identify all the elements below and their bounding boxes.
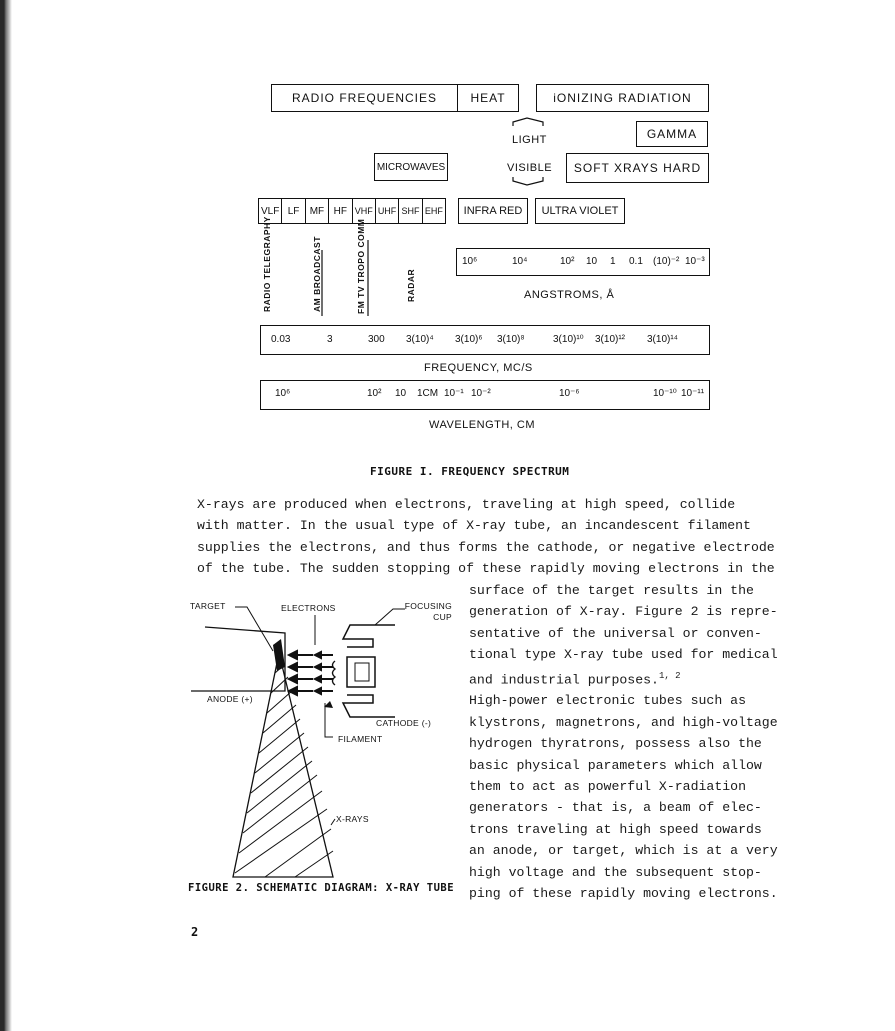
body-line: them to act as powerful X-radiation (469, 779, 746, 795)
body-line: generators - that is, a beam of elec- (469, 800, 762, 816)
scan-edge (0, 0, 12, 1031)
angstrom-tick-5: 0.1 (629, 256, 643, 267)
body-line: surface of the target results in the (469, 583, 754, 598)
use-am-broadcast: AM BROADCAST (312, 236, 322, 312)
body-line: of the tube. The sudden stopping of these rapidly moving electrons in the (197, 561, 775, 577)
frequency-tick-2: 300 (368, 334, 385, 345)
frequency-tick-1: 3 (327, 334, 333, 345)
wavelength-tick-3: 1CM (417, 388, 439, 399)
body-line: trons traveling at high speed towards (469, 821, 762, 837)
frequency-axis-label: FREQUENCY, MC/S (424, 362, 533, 374)
angstrom-scale (456, 248, 710, 276)
wavelength-tick-8: 10⁻¹¹ (681, 388, 705, 399)
body-text-right-column (469, 580, 778, 904)
frequency-tick-8: 3(10)¹⁴ (647, 334, 678, 345)
gamma-box: GAMMA (636, 121, 708, 147)
visible-label: VISIBLE (507, 162, 553, 174)
angstrom-axis-label: ANGSTROMS, Å (524, 289, 615, 301)
body-line: an anode, or target, which is at a very (469, 843, 778, 859)
frequency-tick-7: 3(10)¹² (595, 334, 626, 345)
infra-red-box: INFRA RED (458, 198, 528, 224)
figure-2-caption: FIGURE 2. SCHEMATIC DIAGRAM: X-RAY TUBE (188, 882, 455, 894)
body-line: hydrogen thyratrons, possess also the (469, 736, 762, 752)
xrays-box: SOFT XRAYS HARD (566, 153, 709, 183)
xray-tube-diagram (185, 595, 455, 880)
diagram-label-focusing-cup: FOCUSING CUP (404, 601, 452, 622)
body-line (469, 666, 778, 691)
body-line: X-rays are produced when electrons, traveling at high speed, collide (197, 497, 736, 512)
wavelength-tick-1: 10² (367, 388, 382, 399)
diagram-label-target: TARGET (190, 601, 226, 611)
light-label: LIGHT (512, 134, 547, 146)
angstrom-tick-4: 1 (610, 256, 616, 267)
body-line: tional type X-ray tube used for medical (469, 647, 778, 663)
ultra-violet-box: ULTRA VIOLET (535, 198, 625, 224)
body-line: sentative of the universal or conven- (469, 625, 762, 641)
frequency-tick-0: 0.03 (271, 334, 291, 345)
body-line: supplies the electrons, and thus forms the cathode, or negative electrode (197, 539, 775, 555)
footnote-reference: 1, 2 (658, 670, 681, 681)
frequency-tick-5: 3(10)⁸ (497, 334, 525, 345)
band-shf: SHF (399, 199, 422, 223)
frequency-tick-3: 3(10)⁴ (406, 334, 434, 345)
diagram-label-electrons: ELECTRONS (281, 603, 336, 613)
angstrom-tick-3: 10 (586, 256, 598, 267)
band-ehf: EHF (424, 206, 443, 216)
figure-1-caption: FIGURE I. FREQUENCY SPECTRUM (370, 465, 570, 478)
body-line: high voltage and the subsequent stop- (469, 864, 762, 880)
diagram-label-anode: ANODE (+) (207, 694, 253, 704)
use-fm-tv-tropo-comm: FM TV TROPO COMM (356, 218, 366, 314)
band-hf: HF (329, 199, 352, 223)
use-radar: RADAR (406, 268, 416, 302)
use-marker-lines (250, 216, 450, 320)
frequency-scale (260, 325, 710, 355)
wavelength-axis-label: WAVELENGTH, CM (429, 419, 536, 431)
angstrom-tick-2: 10² (560, 256, 575, 267)
band-uhf: UHF (376, 199, 399, 223)
angstrom-tick-1: 10⁴ (512, 256, 528, 267)
body-line: klystrons, magnetrons, and high-voltage (469, 714, 778, 730)
use-radio-telegraphy: RADIO TELEGRAPHY (262, 216, 272, 312)
band-lf: LF (282, 199, 305, 223)
band-vhf: VHF (353, 199, 376, 223)
body-line: High-power electronic tubes such as (469, 693, 746, 709)
frequency-tick-4: 3(10)⁶ (455, 334, 483, 345)
diagram-label-cathode: CATHODE (-) (376, 718, 432, 728)
wavelength-tick-6: 10⁻⁶ (559, 388, 580, 399)
body-line: with matter. In the usual type of X-ray tube, an incandescent filament (197, 518, 751, 534)
body-line-text: and industrial purposes. (469, 672, 659, 688)
wavelength-tick-7: 10⁻¹⁰ (653, 388, 677, 399)
wavelength-scale (260, 380, 710, 410)
angstrom-tick-6: (10)⁻² (653, 256, 680, 267)
angstrom-tick-7: 10⁻³ (685, 256, 705, 267)
body-text-full-width (197, 494, 775, 580)
body-line: basic physical parameters which allow (469, 757, 762, 773)
diagram-label-filament: FILAMENT (338, 734, 383, 744)
band-mf: MF (306, 199, 329, 223)
diagram-label-xrays: X-RAYS (336, 814, 369, 824)
wavelength-tick-2: 10 (395, 388, 407, 399)
angstrom-tick-0: 10⁶ (462, 256, 478, 267)
light-brackets (505, 114, 555, 189)
body-line: generation of X-ray. Figure 2 is repre- (469, 604, 778, 620)
wavelength-tick-4: 10⁻¹ (444, 388, 464, 399)
heat-box: HEAT (457, 84, 519, 112)
frequency-tick-6: 3(10)¹⁰ (553, 334, 584, 345)
wavelength-tick-0: 10⁶ (275, 388, 291, 399)
body-line: ping of these rapidly moving electrons. (469, 886, 778, 902)
radio-bands-row (258, 198, 446, 224)
band-vlf: VLF (259, 199, 282, 223)
wavelength-tick-5: 10⁻² (471, 388, 491, 399)
microwaves-box: MICROWAVES (374, 153, 448, 181)
radio-frequencies-box: RADIO FREQUENCIES (271, 84, 458, 112)
page-number: 2 (191, 925, 199, 939)
ionizing-radiation-box: iONIZING RADIATION (536, 84, 709, 112)
